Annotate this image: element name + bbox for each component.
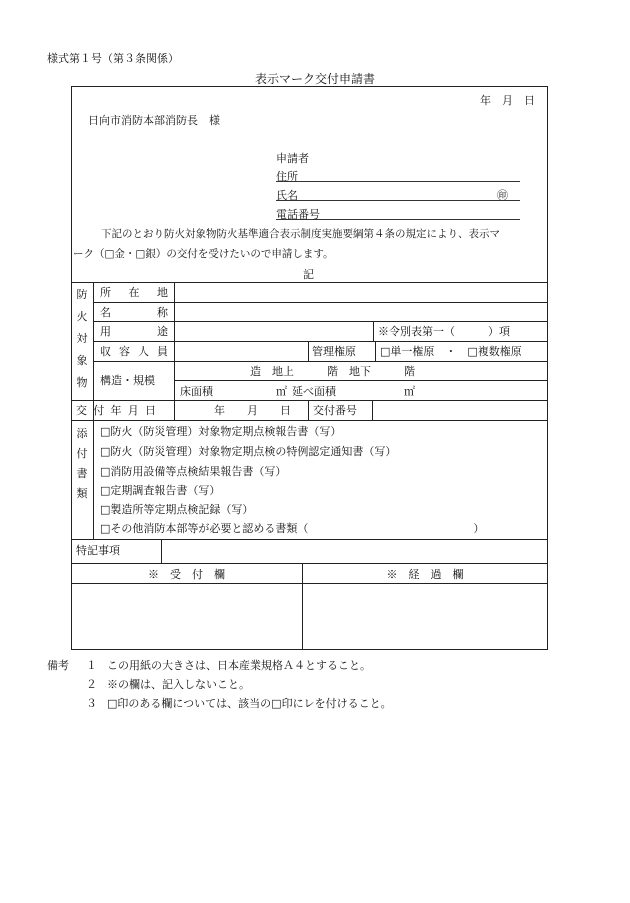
grid-line [93, 282, 94, 420]
phone-line[interactable] [276, 219, 520, 220]
name-line[interactable] [276, 200, 520, 201]
grid-line [71, 400, 548, 401]
grid-line [372, 400, 373, 420]
grid-line [161, 539, 162, 563]
grid-line [71, 539, 548, 540]
section-char: 象 [76, 354, 88, 367]
sqm-unit: ㎡ [404, 385, 415, 398]
attach-char: 添 [76, 427, 88, 440]
delivery-date-label: 交 付 年 月 日 [76, 404, 156, 417]
note-number: １ [86, 659, 97, 672]
addressee: 日向市消防本部消防長 様 [88, 114, 220, 127]
grid-line [93, 341, 548, 342]
section-char: 対 [76, 332, 88, 345]
grid-line [71, 420, 548, 421]
grid-line [375, 341, 376, 361]
attach-char: 書 [76, 467, 88, 480]
special-notes-label: 特記事項 [76, 544, 120, 557]
delivery-date: 年 月 日 [214, 404, 291, 417]
section-char: 火 [76, 310, 88, 323]
mgmt-label: 管理権原 [312, 345, 356, 358]
floor-area-label: 床面積 [180, 385, 213, 398]
grid-line [93, 420, 94, 539]
attachment-item[interactable]: □その他消防本部等が必要と認める書類（ ） [100, 522, 485, 535]
use-note: ※令別表第一（ ）項 [378, 325, 510, 338]
note-text: □印のある欄については、該当の□印にレを付けること。 [107, 697, 392, 710]
use-label: 用 途 [100, 325, 168, 338]
grid-line [71, 583, 548, 584]
form-title: 表示マーク交付申請書 [254, 72, 375, 86]
grid-line [93, 361, 548, 362]
notes-label: 備考 [47, 659, 69, 672]
grid-line [373, 321, 374, 341]
grid-line [93, 321, 548, 322]
note-text: ※の欄は、記入しないこと。 [107, 678, 250, 691]
grid-line [308, 341, 309, 361]
address-label: 住所 [276, 170, 298, 183]
total-area-label: 延べ面積 [292, 385, 336, 398]
ki-label: 記 [303, 268, 314, 281]
address-line[interactable] [276, 181, 520, 182]
attach-char: 類 [76, 487, 88, 500]
attachment-item[interactable]: □製造所等定期点検記録（写） [100, 503, 254, 516]
statement-line-2: ーク（□金・□銀）の交付を受けたいので申請します。 [73, 248, 334, 260]
delivery-number-label: 交付番号 [313, 404, 357, 417]
progress-column-label: ※ 経 過 欄 [386, 568, 464, 581]
grid-line [71, 563, 548, 564]
location-label: 所 在 地 [100, 286, 168, 299]
form-reference: 様式第１号（第３条関係） [47, 52, 179, 65]
attachment-item[interactable]: □定期調査報告書（写） [100, 484, 221, 497]
receipt-column-label: ※ 受 付 欄 [148, 568, 225, 581]
grid-line [174, 282, 175, 420]
grid-line [93, 302, 548, 303]
applicant-label: 申請者 [276, 152, 309, 165]
section-char: 防 [76, 288, 88, 301]
note-number: ２ [86, 678, 97, 691]
section-char: 物 [76, 376, 88, 389]
name-label: 氏名 [276, 189, 298, 202]
attachment-item[interactable]: □消防用設備等点検結果報告書（写） [100, 465, 287, 478]
mgmt-options[interactable]: □単一権原 ・ □複数権原 [380, 345, 522, 358]
structure-label: 構造・規模 [100, 374, 155, 387]
date-line: 年 月 日 [480, 94, 535, 107]
name-row-label: 名 称 [100, 306, 168, 319]
note-number: ３ [86, 697, 97, 710]
statement-line-1: 下記のとおり防火対象物防火基準適合表示制度実施要綱第４条の規定により、表示マ [101, 228, 500, 240]
seal-mark: ㊞ [497, 189, 508, 202]
sqm-unit: ㎡ [276, 385, 287, 398]
grid-line [174, 380, 548, 381]
note-text: この用紙の大きさは、日本産業規格Ａ４とすること。 [107, 659, 371, 672]
grid-line [308, 400, 309, 420]
attach-char: 付 [76, 447, 88, 460]
capacity-label: 収 容 人 員 [100, 345, 168, 358]
phone-label: 電話番号 [276, 208, 320, 221]
attachment-item[interactable]: □防火（防災管理）対象物定期点検の特例認定通知書（写） [100, 445, 397, 458]
grid-line [71, 282, 548, 283]
structure-floors: 造 地上 階 地下 階 [250, 365, 415, 378]
attachment-item[interactable]: □防火（防災管理）対象物定期点検報告書（写） [100, 425, 342, 438]
